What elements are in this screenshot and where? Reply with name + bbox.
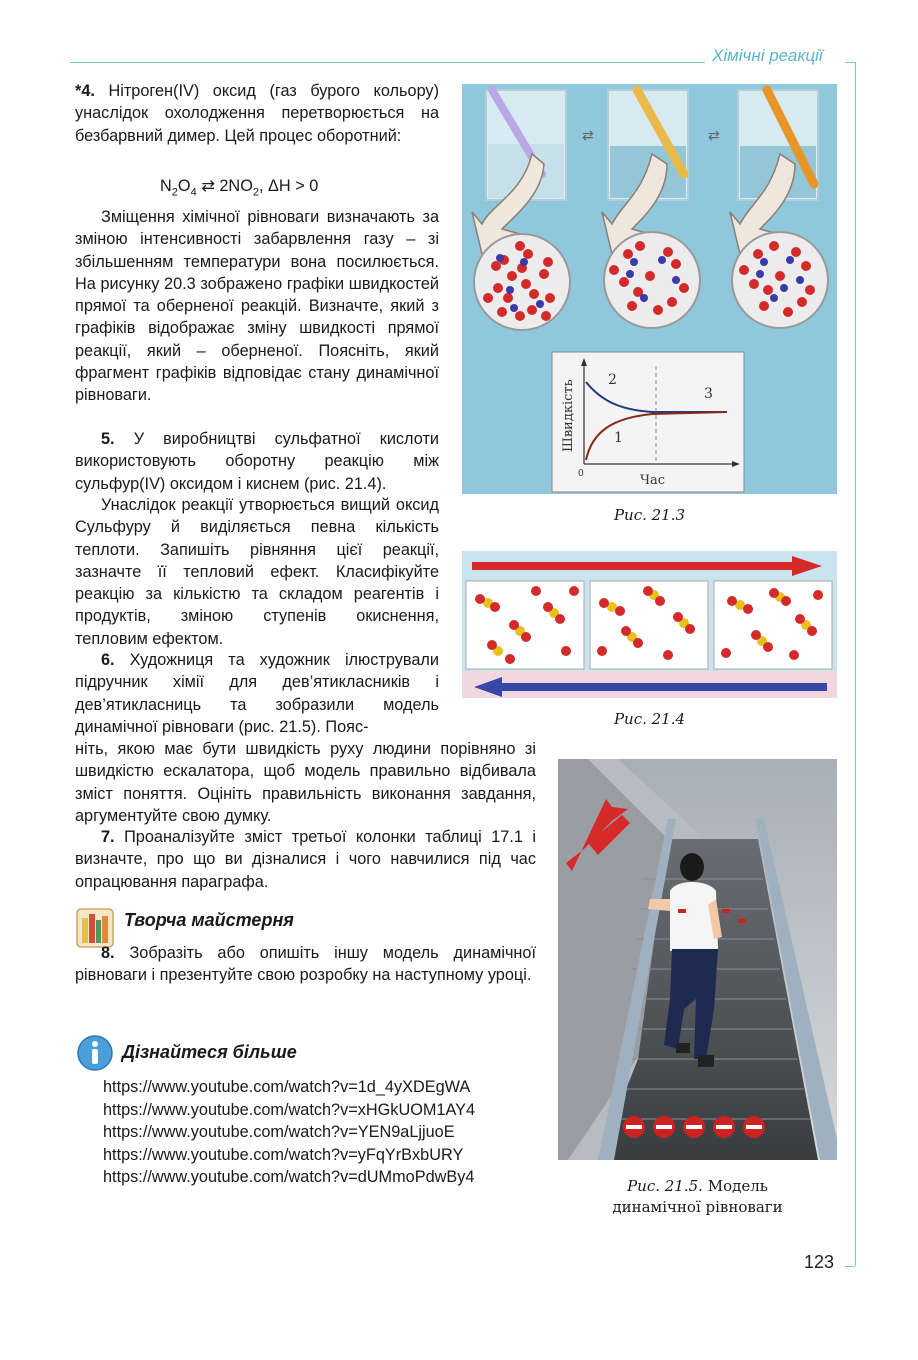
task-7 [75, 826, 536, 893]
info-icon [76, 1034, 114, 1072]
curve-label-2: 2 [608, 372, 617, 388]
task-number: 8. [101, 944, 115, 962]
task-text: Проаналізуйте зміст третьої колонки таблиці 17.1 і визначте, про що ви дізналися і чого навчилися під час опрацювання параграфа. [75, 828, 536, 891]
footer-hook [845, 1266, 855, 1267]
molecule-circles [474, 232, 828, 330]
task-text: ніть, якою має бути швидкість руху людини порівняно зі швидкістю ескалатора, щоб модель правильно відбивала зміст поняття. Оцініть правильність виконання завдання, аргументуйте свою думку. [75, 740, 536, 825]
header-hook [845, 62, 855, 63]
task-text: Зобразіть або опишіть іншу модель динамічної рівноваги і презентуйте свою розробку на наступному уроці. [75, 944, 536, 985]
task-4-body [75, 206, 439, 407]
task-6-continued [75, 738, 536, 827]
header-rule [70, 62, 705, 63]
task-text: Нітроген(IV) оксид (газ бурого кольору) унаслідок охолодження перетворюється на безбарвний димер. Цей процес оборотний: [75, 82, 439, 145]
chapter-title: Хімічні реакції [712, 46, 823, 65]
page-number: 123 [804, 1252, 835, 1272]
task-number: 6. [101, 651, 115, 669]
svg-text:⇄: ⇄ [582, 128, 594, 144]
x-axis-label: Час [640, 473, 666, 488]
task-text: Унаслідок реакції утворюється вищий оксид Сульфуру й виділяється певна кількість теплоти. Запишіть рівняння цієї реакції, зазначте її тепловий ефект. Класифікуйте реакцію за кількістю та складом реагентів і продуктів, зміною ступенів окиснення, тепловим ефектом. [75, 496, 439, 648]
task-number: 7. [101, 828, 115, 846]
task-text: Зміщення хімічної рівноваги визначають за зміною інтенсивності забарвлення газу – зі збільшенням температури вона посилюється. На рисунку 20.3 зображено графіки швидкостей прямої та оберненої реакцій. Визначте, який з графіків відображає зміну швидкості прямої реакції, який – оберненої. Поясніть, який фрагмент графіків відповідає стану динамічної рівноваги. [75, 208, 439, 405]
figure-21-5-caption: Рис. 21.5. Модель динамічної рівноваги [612, 1177, 783, 1216]
video-link[interactable]: https://www.youtube.com/watch?v=YEN9aLjjuoE [103, 1123, 455, 1141]
video-link[interactable]: https://www.youtube.com/watch?v=dUMmoPdwBy4 [103, 1168, 475, 1186]
curve-label-3: 3 [704, 386, 713, 402]
figure-21-4 [462, 551, 837, 698]
video-link[interactable]: https://www.youtube.com/watch?v=1d_4yXDEgWA [103, 1078, 471, 1096]
rate-graph [552, 352, 744, 492]
task-text: У виробництві сульфатної кислоти використовують оборотну реакцію між сульфур(IV) оксидом і киснем (рис. 21.4). [75, 430, 439, 493]
chemical-equation: $N_2O_4$ ⇄ $2NO_2$, ΔH > 0 [160, 177, 319, 199]
video-link[interactable]: https://www.youtube.com/watch?v=xHGkUOM1AY4 [103, 1100, 476, 1119]
figure-21-5 [558, 759, 837, 1160]
curve-label-1: 1 [614, 430, 623, 446]
task-number: 5. [101, 430, 115, 448]
task-number: *4. [75, 82, 95, 100]
task-5-intro [75, 428, 439, 495]
figure-21-3-caption: Рис. 21.3 [613, 506, 686, 524]
task-5-body [75, 494, 439, 650]
creative-workshop-title: Творча майстерня [124, 910, 294, 930]
figure-21-4-caption: Рис. 21.4 [613, 710, 686, 728]
task-8 [75, 942, 536, 987]
task-text: Художниця та художник ілюстрували підручник хімії для дев’ятикласників і дев’ятикласниць та зобразили модель динамічної рівноваги (рис. 21.5). Пояс- [75, 651, 439, 736]
svg-text:⇄: ⇄ [708, 128, 720, 144]
margin-rule [855, 62, 856, 1266]
video-link[interactable]: https://www.youtube.com/watch?v=yFqYrBxbURY [103, 1145, 464, 1164]
y-axis-label: Швидкість [561, 379, 576, 452]
task-4-intro [75, 80, 439, 147]
origin-label: 0 [578, 469, 584, 479]
video-links [103, 1076, 475, 1189]
task-6-intro [75, 649, 439, 738]
figure-21-3 [462, 84, 837, 494]
learn-more-title: Дізнайтеся більше [122, 1042, 297, 1062]
